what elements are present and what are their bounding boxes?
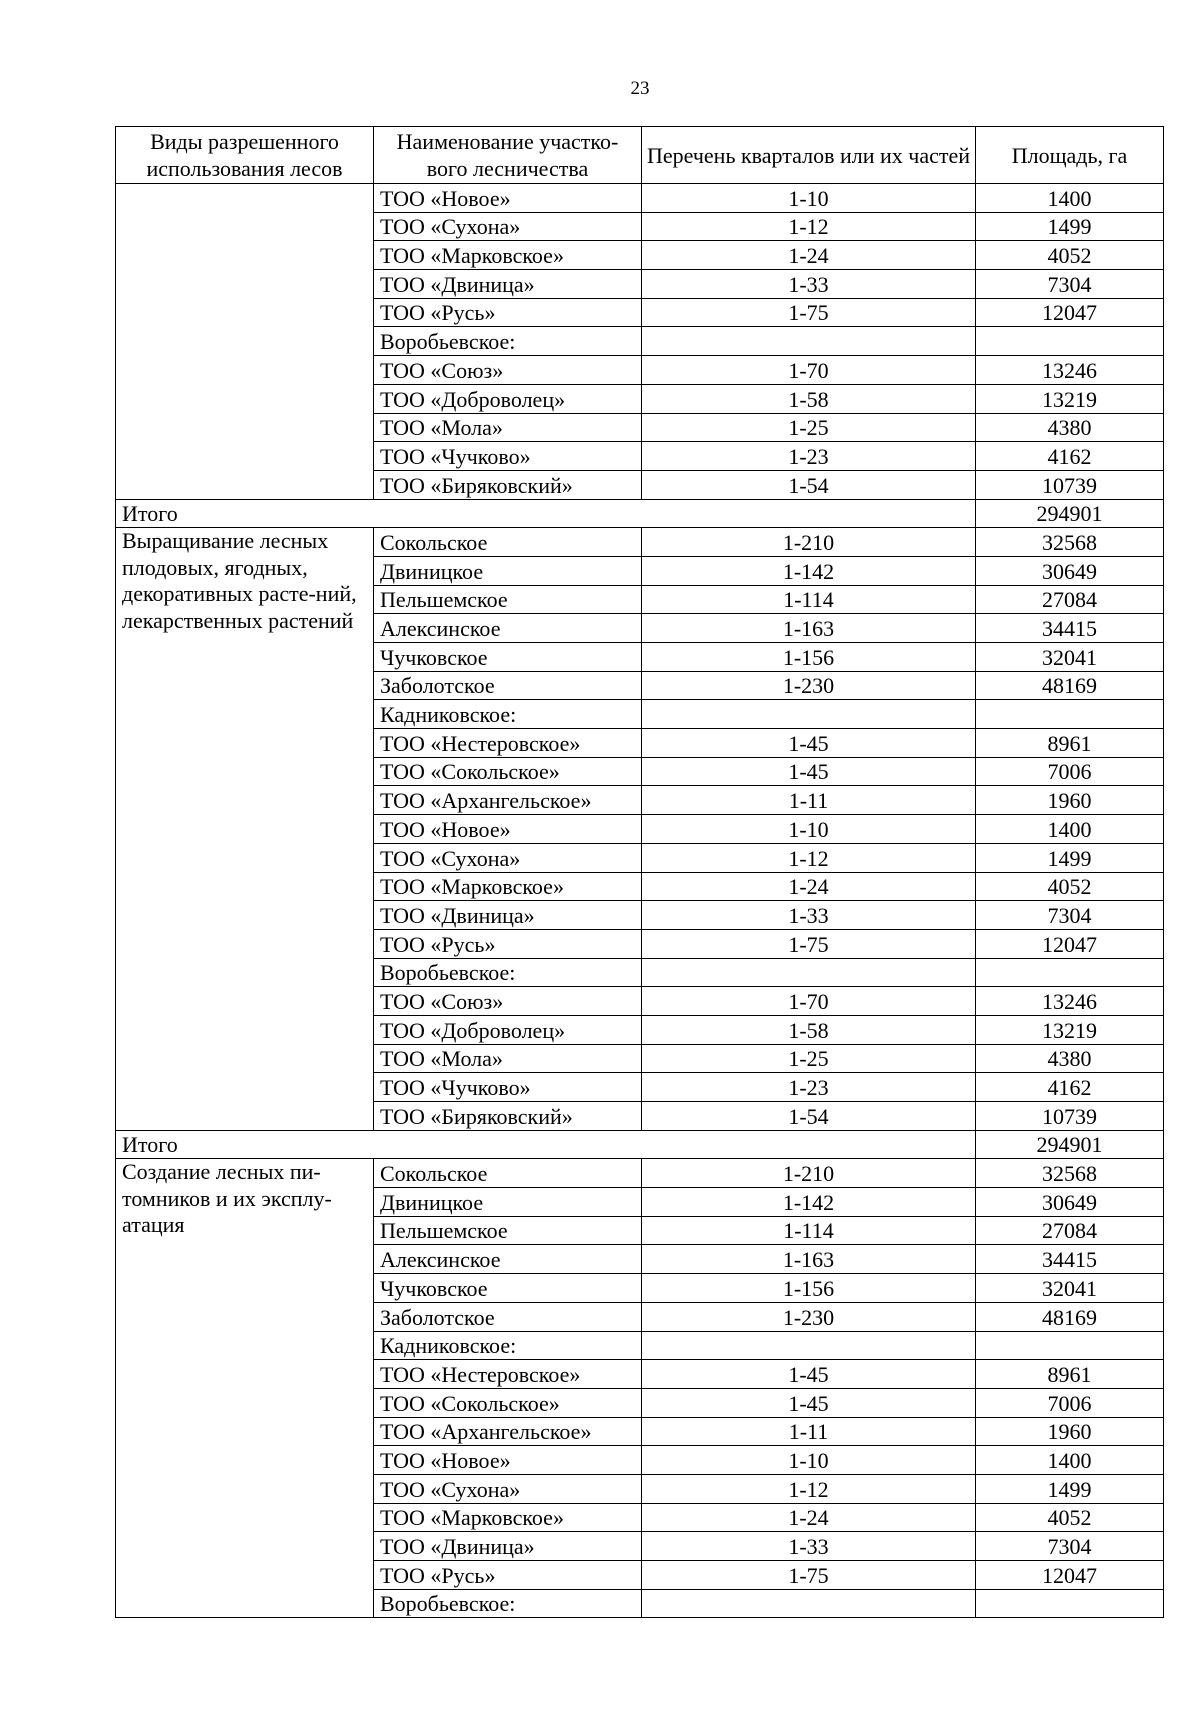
quarters-cell: 1-142 — [642, 1188, 976, 1217]
quarters-cell: 1-58 — [642, 1015, 976, 1044]
quarters-cell: 1-156 — [642, 1274, 976, 1303]
quarters-cell: 1-210 — [642, 528, 976, 557]
forestry-name-cell: ТОО «Доброволец» — [374, 384, 642, 413]
area-cell: 4380 — [976, 1044, 1164, 1073]
forestry-name-cell: ТОО «Новое» — [374, 815, 642, 844]
forestry-name-cell: ТОО «Мола» — [374, 1044, 642, 1073]
area-cell: 4162 — [976, 442, 1164, 471]
quarters-cell: 1-54 — [642, 1102, 976, 1131]
forestry-name-cell: ТОО «Марковское» — [374, 241, 642, 270]
header-usage-type: Виды разрешенного использования лесов — [116, 127, 374, 184]
forestry-name-cell: ТОО «Русь» — [374, 929, 642, 958]
forestry-name-cell: Воробьевское: — [374, 1589, 642, 1618]
quarters-cell: 1-163 — [642, 614, 976, 643]
area-cell: 30649 — [976, 1188, 1164, 1217]
area-cell: 10739 — [976, 470, 1164, 499]
quarters-cell: 1-45 — [642, 1388, 976, 1417]
quarters-cell: 1-75 — [642, 298, 976, 327]
quarters-cell — [642, 958, 976, 987]
forestry-name-cell: Заболотское — [374, 1302, 642, 1331]
quarters-cell: 1-12 — [642, 1474, 976, 1503]
forestry-name-cell: ТОО «Сухона» — [374, 1474, 642, 1503]
area-cell — [976, 958, 1164, 987]
quarters-cell: 1-24 — [642, 241, 976, 270]
forestry-name-cell: Алексинское — [374, 1245, 642, 1274]
area-cell: 8961 — [976, 729, 1164, 758]
quarters-cell: 1-45 — [642, 729, 976, 758]
forestry-name-cell: ТОО «Архангельское» — [374, 1417, 642, 1446]
quarters-cell: 1-210 — [642, 1159, 976, 1188]
quarters-cell: 1-230 — [642, 1302, 976, 1331]
quarters-cell: 1-156 — [642, 643, 976, 672]
area-cell: 32041 — [976, 643, 1164, 672]
quarters-cell: 1-75 — [642, 1561, 976, 1590]
quarters-cell — [642, 1589, 976, 1618]
usage-category-cell — [116, 184, 374, 500]
forestry-name-cell: ТОО «Новое» — [374, 184, 642, 213]
forestry-name-cell: ТОО «Биряковский» — [374, 470, 642, 499]
forestry-name-cell: ТОО «Чучково» — [374, 442, 642, 471]
forestry-name-cell: ТОО «Русь» — [374, 298, 642, 327]
quarters-cell: 1-12 — [642, 843, 976, 872]
quarters-cell: 1-230 — [642, 671, 976, 700]
quarters-cell: 1-70 — [642, 987, 976, 1016]
usage-category-cell: Выращивание лесных плодовых, ягодных, декоративных расте-ний, лекарственных растений — [116, 528, 374, 1130]
area-cell: 4380 — [976, 413, 1164, 442]
quarters-cell: 1-10 — [642, 815, 976, 844]
area-cell: 1499 — [976, 843, 1164, 872]
header-quarters: Перечень кварталов или их частей — [642, 127, 976, 184]
forestry-name-cell: ТОО «Союз» — [374, 356, 642, 385]
area-cell — [976, 327, 1164, 356]
forestry-name-cell: Сокольское — [374, 1159, 642, 1188]
area-cell: 4052 — [976, 1503, 1164, 1532]
quarters-cell: 1-11 — [642, 786, 976, 815]
forestry-name-cell: ТОО «Нестеровское» — [374, 729, 642, 758]
area-cell: 30649 — [976, 556, 1164, 585]
area-cell: 10739 — [976, 1102, 1164, 1131]
quarters-cell: 1-45 — [642, 1360, 976, 1389]
forestry-name-cell: ТОО «Двиница» — [374, 901, 642, 930]
area-cell: 34415 — [976, 614, 1164, 643]
total-value-cell: 294901 — [976, 1130, 1164, 1159]
quarters-cell: 1-23 — [642, 1073, 976, 1102]
header-area: Площадь, га — [976, 127, 1164, 184]
total-row — [116, 1130, 1164, 1159]
area-cell: 1499 — [976, 212, 1164, 241]
forestry-name-cell: ТОО «Союз» — [374, 987, 642, 1016]
forestry-name-cell: ТОО «Сокольское» — [374, 1388, 642, 1417]
area-cell: 8961 — [976, 1360, 1164, 1389]
total-value-cell: 294901 — [976, 499, 1164, 528]
forestry-name-cell: ТОО «Доброволец» — [374, 1015, 642, 1044]
area-cell: 27084 — [976, 585, 1164, 614]
area-cell: 13246 — [976, 356, 1164, 385]
forestry-name-cell: ТОО «Марковское» — [374, 1503, 642, 1532]
quarters-cell: 1-33 — [642, 901, 976, 930]
forestry-name-cell: ТОО «Биряковский» — [374, 1102, 642, 1131]
forestry-name-cell: ТОО «Сокольское» — [374, 757, 642, 786]
area-cell: 27084 — [976, 1216, 1164, 1245]
forestry-name-cell: ТОО «Чучково» — [374, 1073, 642, 1102]
area-cell: 1499 — [976, 1474, 1164, 1503]
area-cell: 12047 — [976, 1561, 1164, 1590]
area-cell: 13246 — [976, 987, 1164, 1016]
area-cell: 4052 — [976, 241, 1164, 270]
quarters-cell — [642, 327, 976, 356]
forestry-name-cell: ТОО «Архангельское» — [374, 786, 642, 815]
quarters-cell: 1-24 — [642, 1503, 976, 1532]
forestry-name-cell: ТОО «Новое» — [374, 1446, 642, 1475]
table-body — [116, 184, 1164, 1618]
quarters-cell: 1-142 — [642, 556, 976, 585]
total-row — [116, 499, 1164, 528]
quarters-cell: 1-33 — [642, 1532, 976, 1561]
area-cell: 32041 — [976, 1274, 1164, 1303]
forestry-name-cell: ТОО «Мола» — [374, 413, 642, 442]
quarters-cell: 1-163 — [642, 1245, 976, 1274]
quarters-cell: 1-33 — [642, 270, 976, 299]
forestry-name-cell: Воробьевское: — [374, 327, 642, 356]
usage-category-cell: Создание лесных пи-томников и их эксплу-атация — [116, 1159, 374, 1618]
quarters-cell — [642, 1331, 976, 1360]
quarters-cell: 1-25 — [642, 1044, 976, 1073]
table-row — [116, 1159, 1164, 1188]
forestry-name-cell: Чучковское — [374, 1274, 642, 1303]
area-cell: 1960 — [976, 1417, 1164, 1446]
area-cell — [976, 1589, 1164, 1618]
table-header — [116, 127, 1164, 184]
area-cell: 48169 — [976, 671, 1164, 700]
area-cell: 32568 — [976, 528, 1164, 557]
area-cell: 1960 — [976, 786, 1164, 815]
forestry-name-cell: Заболотское — [374, 671, 642, 700]
area-cell: 12047 — [976, 298, 1164, 327]
area-cell: 4162 — [976, 1073, 1164, 1102]
forestry-name-cell: ТОО «Сухона» — [374, 212, 642, 241]
quarters-cell: 1-58 — [642, 384, 976, 413]
quarters-cell: 1-11 — [642, 1417, 976, 1446]
quarters-cell: 1-23 — [642, 442, 976, 471]
forestry-name-cell: ТОО «Двиница» — [374, 270, 642, 299]
quarters-cell: 1-114 — [642, 1216, 976, 1245]
area-cell: 7304 — [976, 270, 1164, 299]
area-cell: 12047 — [976, 929, 1164, 958]
forestry-name-cell: Сокольское — [374, 528, 642, 557]
area-cell — [976, 1331, 1164, 1360]
forestry-name-cell: ТОО «Нестеровское» — [374, 1360, 642, 1389]
quarters-cell — [642, 700, 976, 729]
forestry-name-cell: ТОО «Марковское» — [374, 872, 642, 901]
forestry-name-cell: Двиницкое — [374, 1188, 642, 1217]
forestry-name-cell: Пельшемское — [374, 1216, 642, 1245]
forestry-name-cell: Кадниковское: — [374, 1331, 642, 1360]
forest-usage-table — [115, 126, 1164, 1618]
area-cell: 7006 — [976, 1388, 1164, 1417]
area-cell — [976, 700, 1164, 729]
area-cell: 4052 — [976, 872, 1164, 901]
quarters-cell: 1-25 — [642, 413, 976, 442]
quarters-cell: 1-10 — [642, 1446, 976, 1475]
total-label-cell: Итого — [116, 499, 976, 528]
total-label-cell: Итого — [116, 1130, 976, 1159]
forestry-name-cell: Чучковское — [374, 643, 642, 672]
quarters-cell: 1-12 — [642, 212, 976, 241]
area-cell: 48169 — [976, 1302, 1164, 1331]
area-cell: 1400 — [976, 1446, 1164, 1475]
forestry-name-cell: Кадниковское: — [374, 700, 642, 729]
quarters-cell: 1-24 — [642, 872, 976, 901]
area-cell: 1400 — [976, 815, 1164, 844]
table-row — [116, 528, 1164, 557]
area-cell: 13219 — [976, 384, 1164, 413]
quarters-cell: 1-114 — [642, 585, 976, 614]
header-forestry-name: Наименование участко-вого лесничества — [374, 127, 642, 184]
area-cell: 7304 — [976, 901, 1164, 930]
quarters-cell: 1-10 — [642, 184, 976, 213]
area-cell: 1400 — [976, 184, 1164, 213]
table-row — [116, 184, 1164, 213]
forestry-name-cell: ТОО «Сухона» — [374, 843, 642, 872]
area-cell: 34415 — [976, 1245, 1164, 1274]
page-number: 23 — [630, 78, 650, 99]
quarters-cell: 1-45 — [642, 757, 976, 786]
area-cell: 7006 — [976, 757, 1164, 786]
header-row — [116, 127, 1164, 184]
quarters-cell: 1-75 — [642, 929, 976, 958]
forestry-name-cell: Пельшемское — [374, 585, 642, 614]
forestry-name-cell: Двиницкое — [374, 556, 642, 585]
area-cell: 13219 — [976, 1015, 1164, 1044]
quarters-cell: 1-70 — [642, 356, 976, 385]
forestry-name-cell: Алексинское — [374, 614, 642, 643]
quarters-cell: 1-54 — [642, 470, 976, 499]
area-cell: 7304 — [976, 1532, 1164, 1561]
forestry-name-cell: ТОО «Двиница» — [374, 1532, 642, 1561]
forestry-name-cell: ТОО «Русь» — [374, 1561, 642, 1590]
area-cell: 32568 — [976, 1159, 1164, 1188]
forestry-name-cell: Воробьевское: — [374, 958, 642, 987]
